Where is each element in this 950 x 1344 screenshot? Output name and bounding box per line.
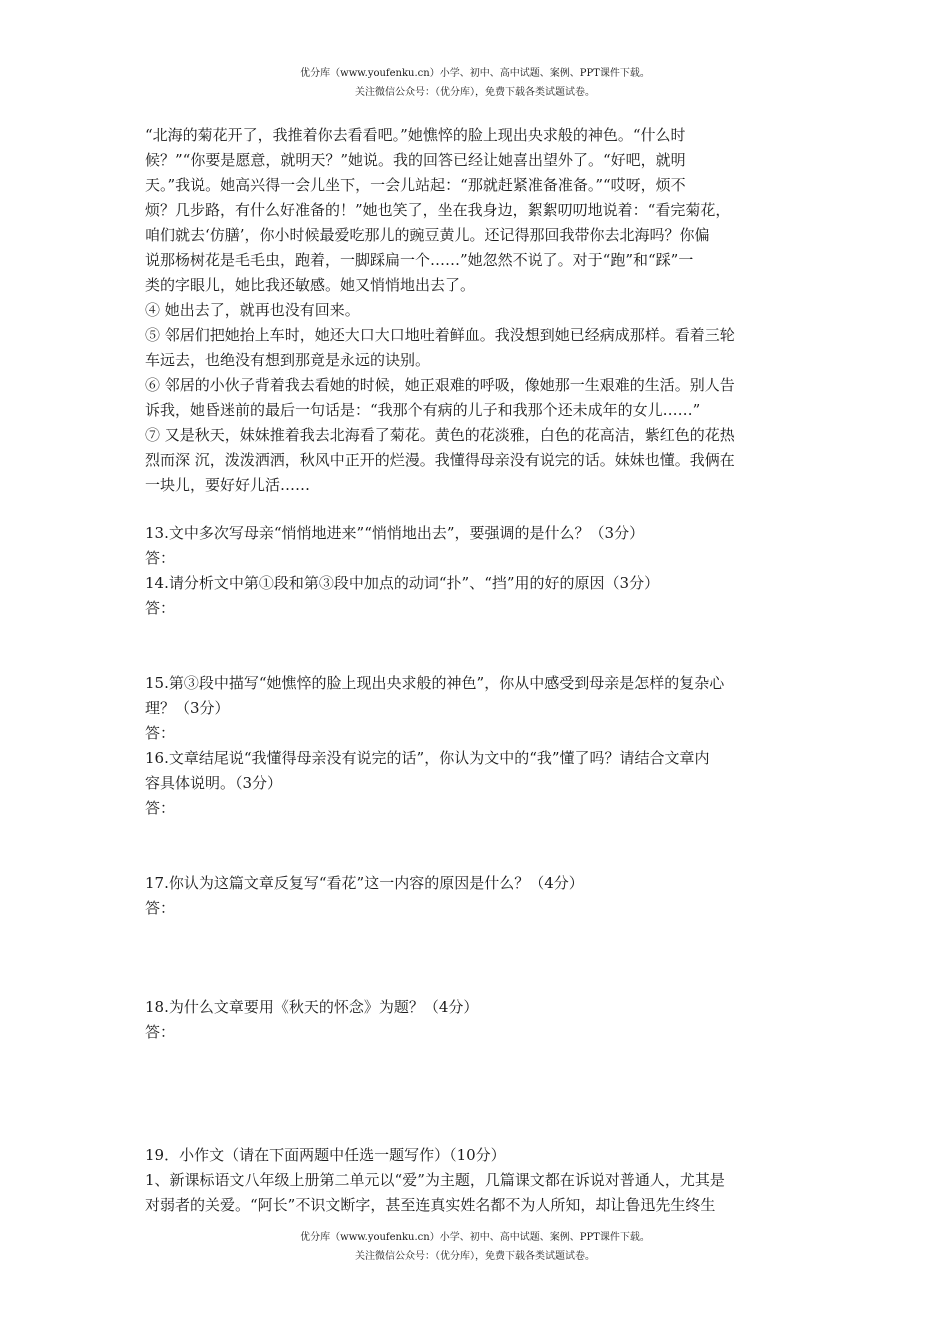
paragraph-7: ⑦ 又是秋天，妹妹推着我去北海看了菊花。黄色的花淡雅，白色的花高洁，紫红色的花热: [145, 426, 735, 444]
passage-line: 候？”“你要是愿意，就明天？”她说。我的回答已经让她喜出望外了。“好吧，就明: [145, 151, 686, 169]
question-16: 16.文章结尾说“我懂得母亲没有说完的话”，你认为文中的“我”懂了吗？请结合文章内: [145, 749, 710, 767]
question-14: 14.请分析文中第①段和第③段中加点的动词“扑”、“挡”用的好的原因（3分）: [145, 574, 660, 592]
passage-line: 烦？几步路，有什么好准备的！”她也笑了，坐在我身边，絮絮叨叨地说着：“看完菊花，: [145, 201, 731, 219]
header-line-2: 关注微信公众号：（优分库），免费下载各类试题试卷。: [355, 87, 595, 98]
answer-label: 答：: [145, 799, 176, 817]
passage-line: 说那杨树花是毛毛虫，跑着，一脚踩扁一个……”她忽然不说了。对于“跑”和“踩”一: [145, 251, 694, 269]
question-16-cont: 容具体说明。（3分）: [145, 774, 283, 792]
page-footer: [0, 1228, 950, 1266]
question-17: 17.你认为这篇文章反复写“看花”这一内容的原因是什么？（4分）: [145, 874, 584, 892]
footer-line-1: 优分库（www.youfenku.cn）小学、初中、高中试题、案例、PPT课件下载。: [300, 1232, 650, 1243]
answer-label: 答：: [145, 599, 176, 617]
passage-line: 天。”我说。她高兴得一会儿坐下，一会儿站起：“那就赶紧准备准备。”“哎呀，烦不: [145, 176, 686, 194]
answer-label: 答：: [145, 1023, 176, 1041]
passage-line: 车远去，也绝没有想到那竟是永远的诀别。: [145, 351, 431, 369]
question-19-prompt: 1、新课标语文八年级上册第二单元以“爱”为主题，几篇课文都在诉说对普通人，尤其是: [145, 1171, 725, 1189]
answer-label: 答：: [145, 549, 176, 567]
footer-line-2: 关注微信公众号：（优分库），免费下载各类试题试卷。: [355, 1251, 595, 1262]
question-13: 13.文中多次写母亲“悄悄地进来”“悄悄地出去”，要强调的是什么？（3分）: [145, 524, 645, 542]
header-line-1: 优分库（www.youfenku.cn）小学、初中、高中试题、案例、PPT课件下载。: [300, 68, 650, 79]
passage-line: 咱们就去‘仿膳’，你小时候最爱吃那儿的豌豆黄儿。还记得那回我带你去北海吗？你偏: [145, 226, 710, 244]
answer-label: 答：: [145, 899, 176, 917]
passage-line: 类的字眼儿，她比我还敏感。她又悄悄地出去了。: [145, 276, 476, 294]
question-18: 18.为什么文章要用《秋天的怀念》为题？（4分）: [145, 998, 479, 1016]
paragraph-6: ⑥ 邻居的小伙子背着我去看她的时候，她正艰难的呼吸，像她那一生艰难的生活。别人告: [145, 376, 735, 394]
passage-line: 诉我，她昏迷前的最后一句话是：“我那个有病的儿子和我那个还未成年的女儿……”: [145, 401, 701, 419]
page-header: [0, 64, 950, 102]
paragraph-4: ④ 她出去了，就再也没有回来。: [145, 301, 360, 319]
passage-line: 烈而深 沉，泼泼洒洒，秋风中正开的烂漫。我懂得母亲没有说完的话。妹妹也懂。我俩在: [145, 451, 735, 469]
question-15: 15.第③段中描写“她憔悴的脸上现出央求般的神色”，你从中感受到母亲是怎样的复杂心: [145, 674, 725, 692]
paragraph-5: ⑤ 邻居们把她抬上车时，她还大口大口地吐着鲜血。我没想到她已经病成那样。看着三轮: [145, 326, 735, 344]
question-19: 19．小作文（请在下面两题中任选一题写作）（10分）: [145, 1146, 506, 1164]
passage-line: “北海的菊花开了，我推着你去看看吧。”她憔悴的脸上现出央求般的神色。“什么时: [145, 126, 686, 144]
question-19-prompt: 对弱者的关爱。“阿长”不识文断字，甚至连真实姓名都不为人所知，却让鲁迅先生终生: [145, 1196, 716, 1214]
passage-line: 一块儿，要好好儿活……: [145, 476, 311, 494]
answer-label: 答：: [145, 724, 176, 742]
question-15-cont: 理？（3分）: [145, 699, 230, 717]
